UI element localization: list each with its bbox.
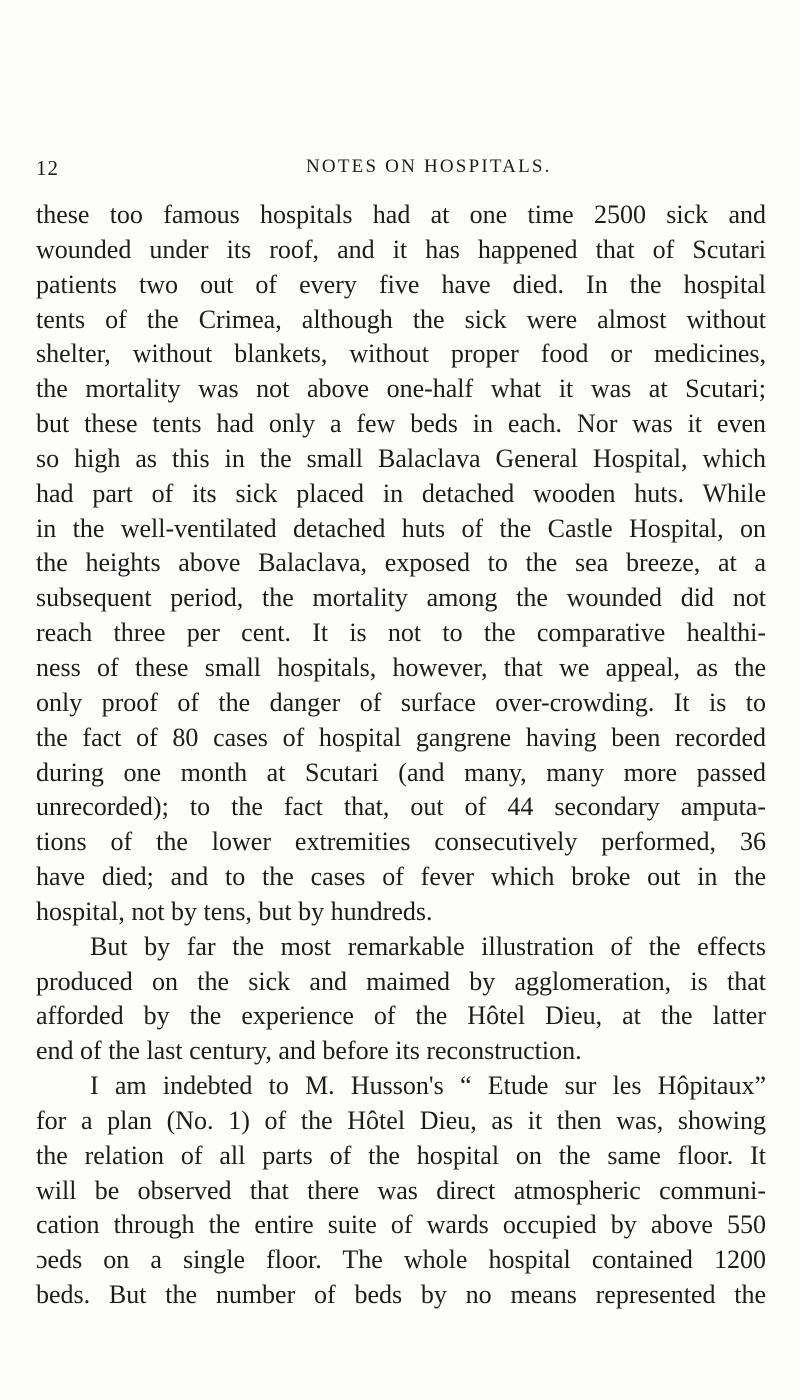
text-line: reach three per cent. It is not to the comparative healthi- [36, 618, 766, 648]
text-line: afforded by the experience of the Hôtel Dieu, at the latter [36, 1001, 766, 1031]
text-line: the fact of 80 cases of hospital gangrene having been recorded [36, 722, 766, 752]
text-line: during one month at Scutari (and many, many more passed [36, 757, 766, 787]
page-number: 12 [36, 156, 59, 180]
text-line: the heights above Balaclava, exposed to the sea breeze, at a [36, 548, 766, 578]
text-line: ɔeds on a single floor. The whole hospital contained 1200 [36, 1245, 766, 1275]
text-line: have died; and to the cases of fever which broke out in the [36, 862, 766, 892]
text-line: patients two out of every five have died. In the hospital [36, 269, 766, 299]
text-line: these too famous hospitals had at one time 2500 sick and [36, 200, 766, 229]
text-line: so high as this in the small Balaclava General Hospital, which [36, 443, 766, 473]
text-line: the relation of all parts of the hospital on the same floor. It [36, 1140, 766, 1170]
paragraph-start-line: I am indebted to M. Husson's “ Etude sur les Hôpitaux” [90, 1071, 766, 1101]
text-line: but these tents had only a few beds in each. Nor was it even [36, 409, 766, 439]
paragraph-start-line: But by far the most remarkable illustration of the effects [90, 931, 766, 961]
body-text [36, 198, 766, 1313]
text-line: only proof of the danger of surface over-crowding. It is to [36, 687, 766, 717]
text-line: in the well-ventilated detached huts of the Castle Hospital, on [36, 513, 766, 543]
running-head: NOTES ON HOSPITALS. [306, 156, 552, 177]
text-line: subsequent period, the mortality among the wounded did not [36, 583, 766, 613]
text-line: tions of the lower extremities consecutively performed, 36 [36, 827, 766, 857]
text-line: unrecorded); to the fact that, out of 44 secondary amputa- [36, 792, 766, 822]
page-header [36, 150, 766, 184]
text-line: beds. But the number of beds by no means represented the [36, 1280, 766, 1310]
text-line: tents of the Crimea, although the sick were almost without [36, 304, 766, 334]
text-line: produced on the sick and maimed by agglomeration, is that [36, 966, 766, 996]
text-line: for a plan (No. 1) of the Hôtel Dieu, as it then was, showing [36, 1105, 766, 1135]
text-line: wounded under its roof, and it has happened that of Scutari [36, 234, 766, 264]
text-line: cation through the entire suite of wards occupied by above 550 [36, 1210, 766, 1240]
text-line: had part of its sick placed in detached wooden huts. While [36, 478, 766, 508]
text-line: will be observed that there was direct atmospheric communi- [36, 1175, 766, 1205]
text-line: the mortality was not above one-half what it was at Scutari; [36, 374, 766, 404]
text-line: shelter, without blankets, without proper food or medicines, [36, 339, 766, 369]
paragraph-end-line: hospital, not by tens, but by hundreds. [36, 896, 433, 926]
paragraph-end-line: end of the last century, and before its reconstruction. [36, 1036, 582, 1066]
text-line: ness of these small hospitals, however, that we appeal, as the [36, 652, 766, 682]
